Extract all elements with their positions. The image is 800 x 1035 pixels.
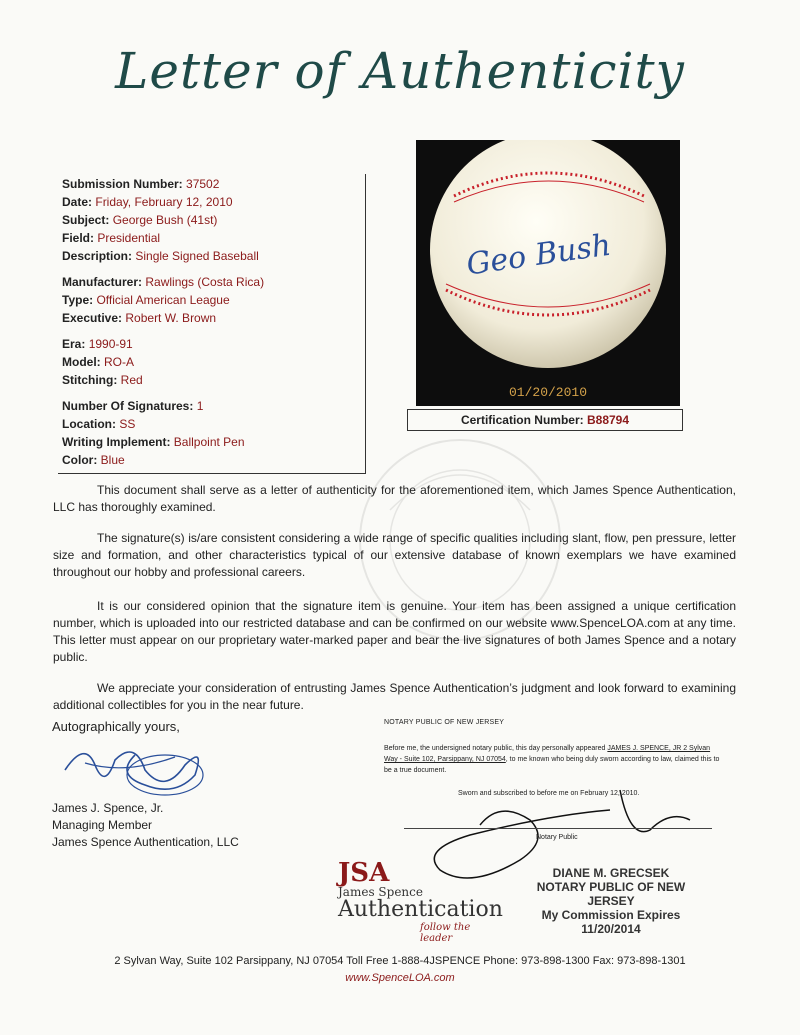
info-value: 1 — [196, 399, 204, 413]
info-row — [62, 353, 264, 371]
baseball-photo — [416, 140, 680, 406]
info-value: SS — [119, 417, 136, 431]
info-group — [62, 335, 264, 389]
signer-title: Managing Member — [52, 818, 153, 832]
info-row — [62, 415, 264, 433]
info-value: Ballpoint Pen — [173, 435, 245, 449]
certification-value: B88794 — [586, 413, 630, 427]
info-label: Field: — [62, 231, 94, 245]
info-row — [62, 451, 264, 469]
info-label: Executive: — [62, 311, 123, 325]
footer-address: 2 Sylvan Way, Suite 102 Parsippany, NJ 07054 Toll Free 1-888-4JSPENCE Phone: 973-898-1300 Fax: 973-898-1301 — [114, 955, 686, 967]
certification-number-box — [407, 409, 683, 431]
info-label: Type: — [62, 293, 94, 307]
notary-statement: Before me, the undersigned notary public, this day personally appeared JAMES J. SPENCE, JR 2 Sylvan Way - Suite 102, Parsippany, NJ 07054, to me known who being duly sworn according to law, claimed this to be a true document. — [384, 745, 720, 774]
jsa-logo — [338, 858, 503, 944]
paragraph-2: The signature(s) is/are consistent considering a wide range of specific qualities including slant, flow, pen pressure, letter size and formation, and other characteristics typical of our extensive database of known exemplars we have examined throughout our hobby and professional careers. — [53, 531, 736, 579]
paragraph-3: It is our considered opinion that the signature item is genuine. Your item has been assigned a unique certification number, which is uploaded into our restricted database and can be confirmed on our website www.SpenceLOA.com at any time. This letter must appear on our proprietary water-marked paper and bear the live signatures of both James Spence and a notary public. — [53, 599, 736, 664]
photo-date-stamp: 01/20/2010 — [508, 385, 588, 400]
info-value: Blue — [100, 453, 125, 467]
info-row — [62, 247, 264, 265]
footer-website-link[interactable]: www.SpenceLOA.com — [345, 972, 455, 984]
logo-tagline: follow the leader — [420, 922, 471, 944]
info-value: 37502 — [186, 177, 220, 191]
info-value: RO-A — [104, 355, 135, 369]
spence-signature — [55, 735, 215, 800]
info-value: Rawlings (Costa Rica) — [145, 275, 265, 289]
info-row — [62, 229, 264, 247]
info-value: Robert W. Brown — [125, 311, 217, 325]
stamp-title: NOTARY PUBLIC OF NEW JERSEY — [536, 880, 686, 908]
notary-heading: NOTARY PUBLIC OF NEW JERSEY — [384, 719, 505, 726]
info-row — [62, 397, 264, 415]
info-value: George Bush (41st) — [112, 213, 218, 227]
info-label: Subject: — [62, 213, 110, 227]
info-group — [62, 175, 264, 265]
info-value: Red — [120, 373, 143, 387]
info-value: Single Signed Baseball — [135, 249, 259, 263]
info-row — [62, 193, 264, 211]
notary-stamp — [516, 866, 706, 936]
info-row — [62, 273, 264, 291]
info-group — [62, 397, 264, 469]
certification-label: Certification Number: — [460, 413, 584, 427]
notary-public-label: Notary Public — [536, 834, 578, 841]
paragraph-1: This document shall serve as a letter of authenticity for the aforementioned item, which James Spence Authentication, LLC has thoroughly examined. — [53, 483, 736, 514]
info-row — [62, 211, 264, 229]
stamp-name: DIANE M. GRECSEK — [552, 866, 670, 880]
info-label: Writing Implement: — [62, 435, 171, 449]
info-row — [62, 309, 264, 327]
info-row — [62, 335, 264, 353]
info-value: Presidential — [97, 231, 161, 245]
info-row — [62, 433, 264, 451]
info-label: Model: — [62, 355, 101, 369]
notary-signature-line — [404, 828, 712, 829]
info-label: Description: — [62, 249, 133, 263]
info-label: Color: — [62, 453, 98, 467]
info-label: Number Of Signatures: — [62, 399, 194, 413]
signer-block — [52, 800, 239, 851]
info-label: Manufacturer: — [62, 275, 143, 289]
info-group — [62, 273, 264, 327]
logo-mark: JSA — [338, 858, 390, 888]
info-label: Era: — [62, 337, 86, 351]
page-title: Letter of Authenticity — [115, 42, 685, 100]
info-row — [62, 175, 264, 193]
info-row — [62, 371, 264, 389]
submission-info — [62, 175, 264, 477]
info-row — [62, 291, 264, 309]
paragraph-4: We appreciate your consideration of entrusting James Spence Authentication’s judgment and look forward to examining additional collectibles for you in the near future. — [53, 681, 736, 712]
logo-line2: Authentication — [338, 897, 503, 922]
info-label: Location: — [62, 417, 116, 431]
info-label: Submission Number: — [62, 177, 183, 191]
info-label: Date: — [62, 195, 93, 209]
signer-company: James Spence Authentication, LLC — [52, 835, 239, 849]
ball-signature: Geo Bush — [464, 227, 614, 283]
logo-line1: James Spence — [338, 885, 423, 899]
info-value: 1990-91 — [88, 337, 133, 351]
stamp-commission: My Commission Expires 11/20/2014 — [541, 908, 681, 936]
info-value: Friday, February 12, 2010 — [95, 195, 233, 209]
closing-text: Autographically yours, — [52, 719, 180, 734]
info-label: Stitching: — [62, 373, 118, 387]
signer-name: James J. Spence, Jr. — [52, 801, 164, 815]
notary-sworn-line: Sworn and subscribed to before me on February 12, 2010. — [458, 790, 640, 797]
info-value: Official American League — [96, 293, 230, 307]
